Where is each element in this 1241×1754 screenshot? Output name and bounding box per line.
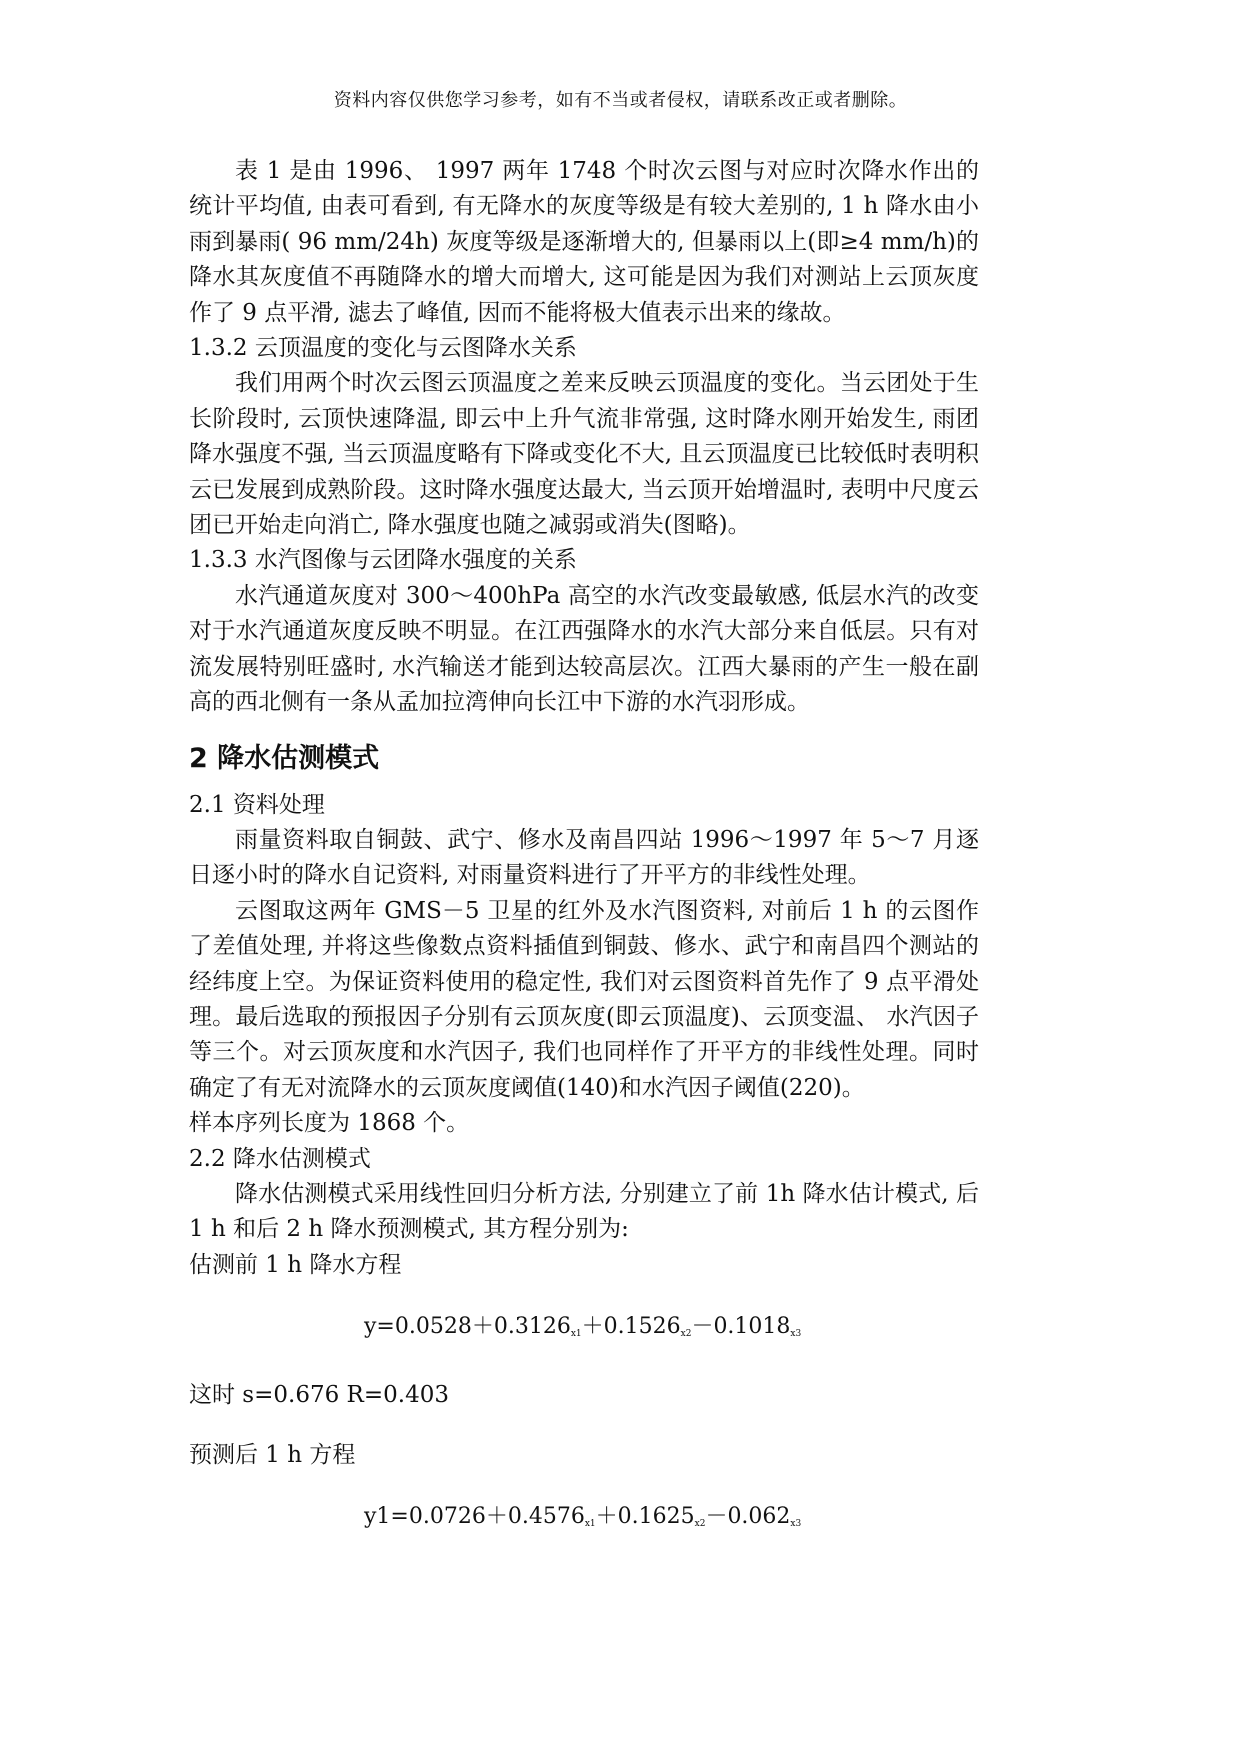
spacer bbox=[189, 1283, 979, 1311]
paragraph-sample-length: 样本序列长度为 1868 个。 bbox=[189, 1110, 470, 1137]
spacer bbox=[189, 1350, 979, 1378]
equation-term: －0.1018 bbox=[691, 1314, 791, 1340]
equation-term: ＋0.1526 bbox=[581, 1314, 681, 1340]
paragraph-estimate-label: 估测前 1 h 降水方程 bbox=[189, 1251, 402, 1278]
equation-subscript: x1 bbox=[584, 1519, 596, 1529]
equation-term: ＋0.1625 bbox=[595, 1504, 695, 1529]
section-heading-2-1: 2.1 资料处理 bbox=[189, 791, 325, 818]
equation-subscript: x2 bbox=[694, 1519, 706, 1529]
paragraph-fit-stats: 这时 s=0.676 R=0.403 bbox=[189, 1382, 449, 1409]
equation-term: y1=0.0726＋0.4576 bbox=[364, 1504, 585, 1529]
paragraph-cloud-top-temperature: 我们用两个时次云图云顶温度之差来反映云顶温度的变化。当云团处于生长阶段时, 云顶快速降温, 即云中上升气流非常强, 这时降水刚开始发生, 雨团降水强度不强, 当云顶温度略有下降或变化不大, 且云顶温度已比较低时表明积云已发展到成熟阶段。这时降水强度达最大, 当云顶开始增温时, 表明中尺度云团已开始走向消亡, 降水强度也随之减弱或消失(图略)。 bbox=[189, 370, 979, 539]
equation-subscript: x2 bbox=[680, 1329, 692, 1340]
equation-estimate-1h bbox=[189, 1311, 979, 1350]
paragraph-forecast-label: 预测后 1 h 方程 bbox=[189, 1441, 356, 1468]
paragraph-rainfall-data: 雨量资料取自铜鼓、武宁、修水及南昌四站 1996～1997 年 5～7 月逐日逐小时的降水自记资料, 对雨量资料进行了开平方的非线性处理。 bbox=[189, 826, 979, 889]
paragraph-table1-analysis: 表 1 是由 1996、 1997 两年 1748 个时次云图与对应时次降水作出的统计平均值, 由表可看到, 有无降水的灰度等级是有较大差别的, 1 h 降水由小雨到暴雨( 96 mm/24h) 灰度等级是逐渐增大的, 但暴雨以上(即≥4 mm/h)的降水其灰度值不再随降水的增大而增大, 这可能是因为我们对测站上云顶灰度作了 9 点平滑, 滤去了峰值, 因而不能将极大值表示出来的缘故。 bbox=[189, 158, 979, 326]
chapter-heading-2: 2 降水估测模式 bbox=[189, 742, 380, 774]
spacer bbox=[189, 1473, 979, 1501]
section-heading-1-3-2: 1.3.2 云顶温度的变化与云图降水关系 bbox=[189, 335, 577, 362]
page-header-note: 资料内容仅供您学习参考，如有不当或者侵权，请联系改正或者删除。 bbox=[333, 90, 908, 111]
paragraph-water-vapor: 水汽通道灰度对 300～400hPa 高空的水汽改变最敏感, 低层水汽的改变对于水汽通道灰度反映不明显。在江西强降水的水汽大部分来自低层。只有对流发展特别旺盛时, 水汽输送才能到达较高层次。江西大暴雨的产生一般在副高的西北侧有一条从孟加拉湾伸向长江中下游的水汽羽形成。 bbox=[189, 582, 979, 716]
equation-subscript: x3 bbox=[790, 1329, 802, 1340]
equation-term: y=0.0528＋0.3126 bbox=[364, 1314, 571, 1340]
document-body bbox=[189, 154, 979, 1540]
spacer bbox=[189, 1414, 979, 1438]
equation-subscript: x3 bbox=[790, 1519, 802, 1529]
equation-term: －0.062 bbox=[705, 1504, 791, 1529]
section-heading-2-2: 2.2 降水估测模式 bbox=[189, 1145, 371, 1172]
equation-forecast-1h bbox=[189, 1501, 979, 1540]
paragraph-regression-method: 降水估测模式采用线性回归分析方法, 分别建立了前 1h 降水估计模式, 后 1 h 和后 2 h 降水预测模式, 其方程分别为: bbox=[189, 1180, 979, 1243]
paragraph-cloud-image-data: 云图取这两年 GMS－5 卫星的红外及水汽图资料, 对前后 1 h 的云图作了差值处理, 并将这些像数点资料插值到铜鼓、修水、武宁和南昌四个测站的经纬度上空。为保证资料使用的稳定性, 我们对云图资料首先作了 9 点平滑处理。最后选取的预报因子分别有云顶灰度(即云顶温度)、云顶变温、 水汽因子等三个。对云顶灰度和水汽因子, 我们也同样作了开平方的非线性处理。同时确定了有无对流降水的云顶灰度阈值(140)和水汽因子阈值(220)。 bbox=[189, 897, 979, 1101]
equation-subscript: x1 bbox=[570, 1329, 582, 1340]
section-heading-1-3-3: 1.3.3 水汽图像与云团降水强度的关系 bbox=[189, 547, 577, 574]
